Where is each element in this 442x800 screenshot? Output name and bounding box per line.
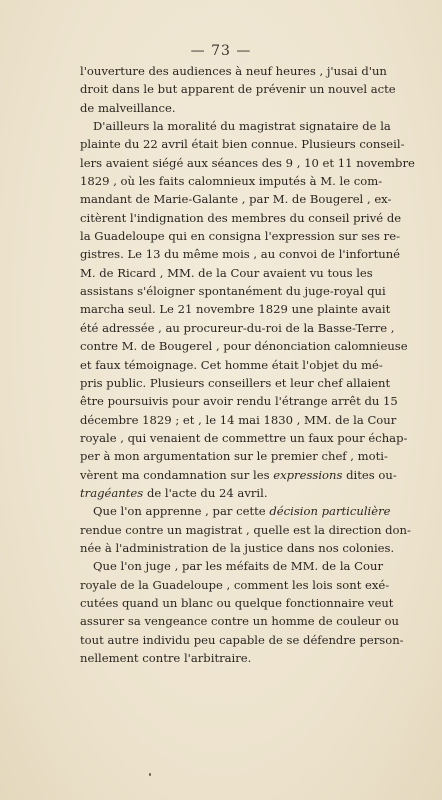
text-line: née à l'administration de la justice dans nos colonies.	[80, 540, 395, 555]
paper-speck	[149, 773, 151, 776]
italic-fragment: expressions	[273, 467, 343, 482]
paragraph-start-line: D'ailleurs la moralité du magistrat signataire de la	[93, 119, 391, 134]
text-line: et faux témoignage. Cet homme était l'objet du mé-	[80, 357, 383, 372]
text-line: royale , qui venaient de commettre un faux pour échap-	[80, 430, 408, 445]
text-line: être poursuivis pour avoir rendu l'étrange arrêt du 15	[80, 394, 398, 409]
text-line: assistans s'éloigner spontanément du juge-royal qui	[80, 284, 386, 299]
text-line: per à mon argumentation sur le premier chef , moti-	[80, 449, 388, 464]
text-line: cutées quand un blanc ou quelque fonctionnaire veut	[80, 595, 394, 610]
text-fragment: de l'acte du 24 avril.	[146, 485, 268, 500]
text-line: pris public. Plusieurs conseillers et leur chef allaient	[80, 375, 391, 390]
text-line: M. de Ricard , MM. de la Cour avaient vu tous les	[80, 265, 373, 280]
text-line: gistres. Le 13 du même mois , au convoi de l'infortuné	[80, 247, 401, 262]
text-line: été adressée , au procureur-du-roi de la Basse-Terre ,	[80, 320, 395, 335]
text-line: décembre 1829 ; et , le 14 mai 1830 , MM. de la Cour	[80, 412, 397, 427]
text-line: contre M. de Bougerel , pour dénonciation calomnieuse	[80, 339, 408, 354]
italic-fragment: tragéantes	[80, 485, 144, 500]
text-line: plainte du 22 avril était bien connue. Plusieurs conseil-	[80, 137, 405, 152]
text-line	[80, 466, 397, 484]
paragraph-start-line: Que l'on juge , par les méfaits de MM. de la Cour	[93, 559, 383, 574]
text-line	[80, 484, 370, 502]
paragraph-start-line	[80, 502, 391, 520]
text-line: rendue contre un magistrat , quelle est la direction don-	[80, 522, 411, 537]
text-line: assurer sa vengeance contre un homme de couleur ou	[80, 614, 399, 629]
text-line: la Guadeloupe qui en consigna l'expression sur ses re-	[80, 229, 400, 244]
text-fragment: Que l'on apprenne , par cette	[93, 504, 266, 519]
text-line: lers avaient siégé aux séances des 9 , 10 et 11 novembre	[80, 155, 415, 170]
text-line: royale de la Guadeloupe , comment les lois sont exé-	[80, 577, 390, 592]
text-line: l'ouverture des audiences à neuf heures , j'usai d'un	[80, 64, 387, 78]
text-line: 1829 , où les faits calomnieux imputés à M. le com-	[80, 174, 383, 189]
text-fragment: vèrent ma condamnation sur les	[80, 467, 270, 482]
page-number: — 73 —	[190, 43, 252, 59]
text-line: marcha seul. Le 21 novembre 1829 une plainte avait	[80, 302, 391, 317]
text-line: tout autre individu peu capable de se défendre person-	[80, 632, 404, 647]
text-line: droit dans le but apparent de prévenir un nouvel acte	[80, 82, 396, 97]
text-line: de malveillance.	[80, 100, 176, 115]
text-line: citèrent l'indignation des membres du conseil privé de	[80, 210, 402, 225]
text-line: nellement contre l'arbitraire.	[80, 651, 252, 665]
italic-fragment: décision particulière	[269, 504, 391, 519]
text-line: mandant de Marie-Galante , par M. de Bougerel , ex-	[80, 192, 392, 207]
body-text	[80, 62, 415, 667]
text-fragment: dites ou-	[346, 467, 397, 482]
